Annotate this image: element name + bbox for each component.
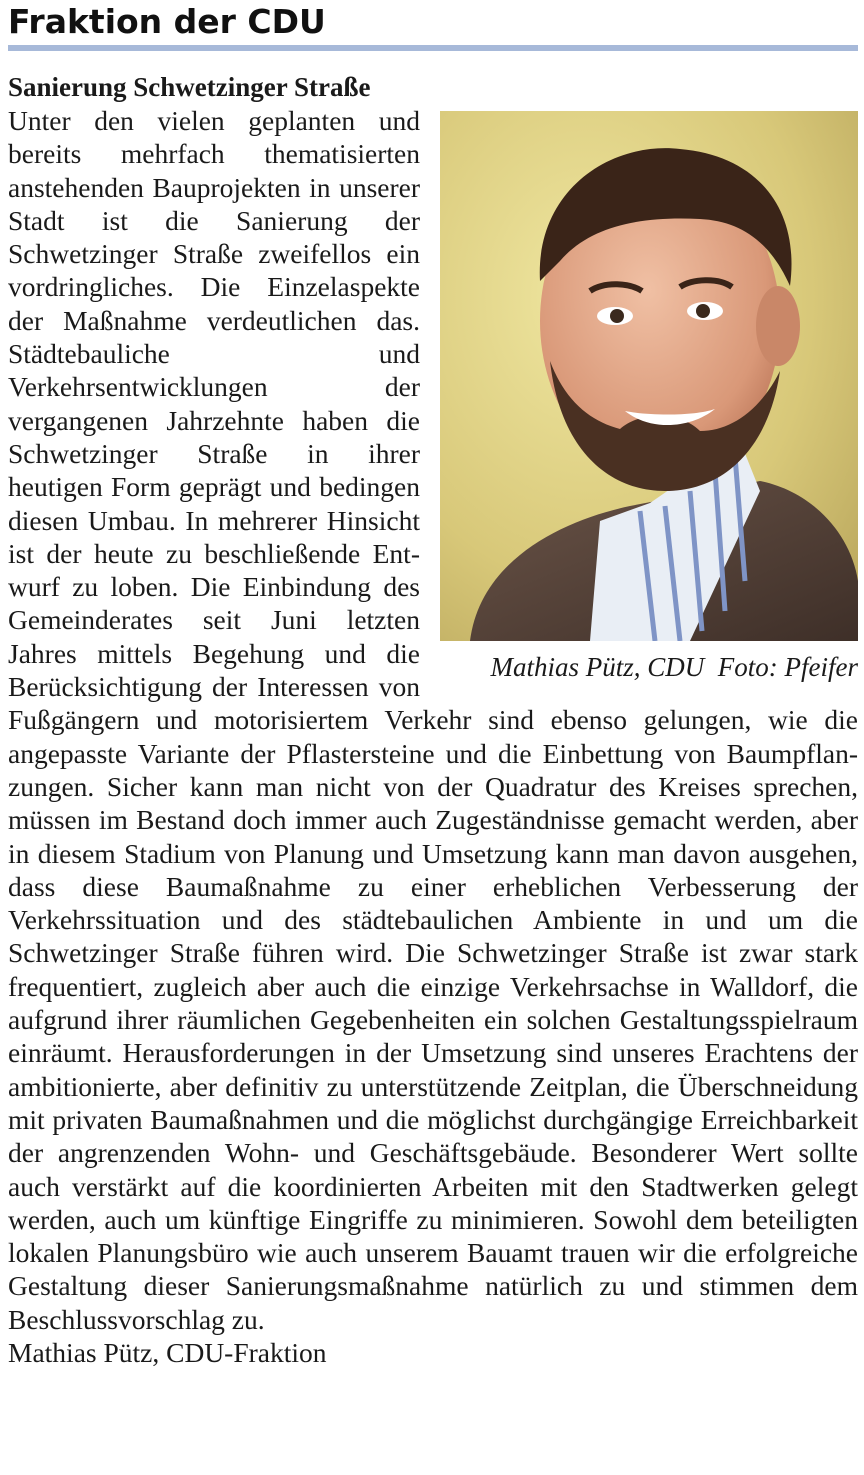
portrait-photo [440, 111, 858, 641]
article-headline: Sanierung Schwetzinger Straße [8, 72, 371, 102]
article-body: Unter den vielen geplanten und bereits mehrfach thematisierten anstehenden Bauprojekten in unserer Stadt ist die Sanierung der Schwetzinger Straße zweifellos ein vordringliches. Die Einzelaspekte der Maßnahme verdeutlichen das. Städtebauliche und Verkehrsentwicklungen der vergangenen Jahrzehnte haben die Schwetzinger Straße in ihrer heutigen Form geprägt und bedingen diesen Umbau. In mehrerer Hinsicht ist der heute zu beschließende Entwurf zu loben. Die Einbindung des Gemeinderates seit Juni letzten Jahres mittels Begehung und die Berücksichtigung der Interessen von Fußgängern und motorisiertem Verkehr sind ebenso gelungen, wie die angepasste Variante der Pflastersteine und die Einbettung von Baumpflanzungen. Sicher kann man nicht von der Quadratur des Kreises sprechen, müssen im Bestand doch immer auch Zugeständnisse gemacht werden, aber in diesem Stadium von Planung und Umsetzung kann man davon ausgehen, dass diese Baumaßnahme zu einer erheblichen Verbesserung der Verkehrssituation und des städtebaulichen Ambiente in und um die Schwetzinger Straße führen wird. Die Schwetzinger Straße ist zwar stark frequentiert, zugleich aber auch die einzige Verkehrsachse in Walldorf, die aufgrund ihrer räumlichen Gegebenheiten ein solchen Gestaltungsspielraum einräumt. Herausforderungen in der Umsetzung sind unseres Erachtens der ambitionierte, aber definitiv zu unterstützende Zeitplan, die Überschneidung mit privaten Baumaßnahmen und die möglichst durchgängige Erreichbarkeit der angrenzenden Wohn- und Geschäftsgebäude. Besonderer Wert sollte auch verstärkt auf die koordinierten Arbeiten mit den Stadtwerken gelegt werden, auch um künftige Eingriffe zu minimieren. Sowohl dem beteiligten lokalen Planungsbüro wie auch unserem Bauamt trauen wir die erfolgreiche Gestaltung dieser Sanierungsmaßnahme natürlich zu und stimmen dem Beschlussvorschlag zu. [8, 105, 858, 1335]
portrait-figure [438, 104, 858, 686]
photo-caption: Mathias Pütz, CDU Foto: Pfeifer [490, 652, 858, 682]
author-signature: Mathias Pütz, CDU-Fraktion [8, 1336, 327, 1368]
header-rule [8, 45, 858, 51]
article-body-block [8, 104, 858, 1369]
faction-title: Fraktion der CDU [8, 2, 326, 41]
